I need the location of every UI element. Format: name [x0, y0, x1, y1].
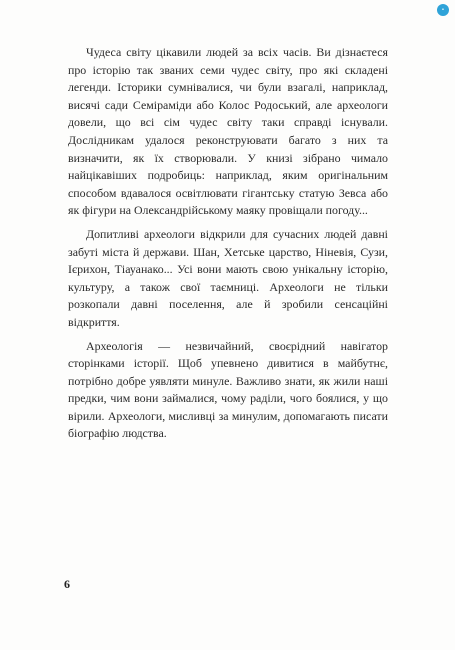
paragraph-archaeology: Археологія — незвичайний, своєрідний навігатор сторінками історії. Щоб упевнено дивитися в майбутнє, потрібно добре уявляти минуле. Важливо знати, як жили наші предки, чим вони займалися, чому раділи, чого боялися, у що вірили. Археологи, мисливці за минулим, допомагають писати біографію людства. — [68, 338, 388, 441]
site-logo-glyph: • — [441, 6, 445, 13]
site-logo-icon — [437, 4, 449, 16]
page-number: 6 — [64, 577, 70, 591]
paragraph-seven-wonders: Чудеса світу цікавили людей за всіх часів. Ви дізнаєтеся про історію так званих семи чудес світу, про які складені легенди. Історики сумнівалися, чи були взагалі, наприклад, висячі сади Семіраміди або Колос Родоський, але археологи довели, що всі сім чудес світу таки справді існували. Дослідникам удалося реконструювати багато з них та визначити, як їх створювали. У книзі зібрано чимало найцікавіших подробиць: наприклад, яким оригінальним способом вдавалося освітлювати гігантську статую Зевса або як фігури на Олександрійському маяку провіщали погоду... — [68, 45, 388, 218]
page-body — [68, 44, 388, 443]
paragraph-lost-cities: Допитливі археологи відкрили для сучасних людей давні забуті міста й держави. Шан, Хетське царство, Ніневія, Сузи, Ієрихон, Тіауанако... Усі вони мають свою унікальну історію, культуру, а також свої таємниці. Археологи не тільки розкопали давні поселення, але й зробили сенсаційні відкриття. — [68, 226, 388, 329]
